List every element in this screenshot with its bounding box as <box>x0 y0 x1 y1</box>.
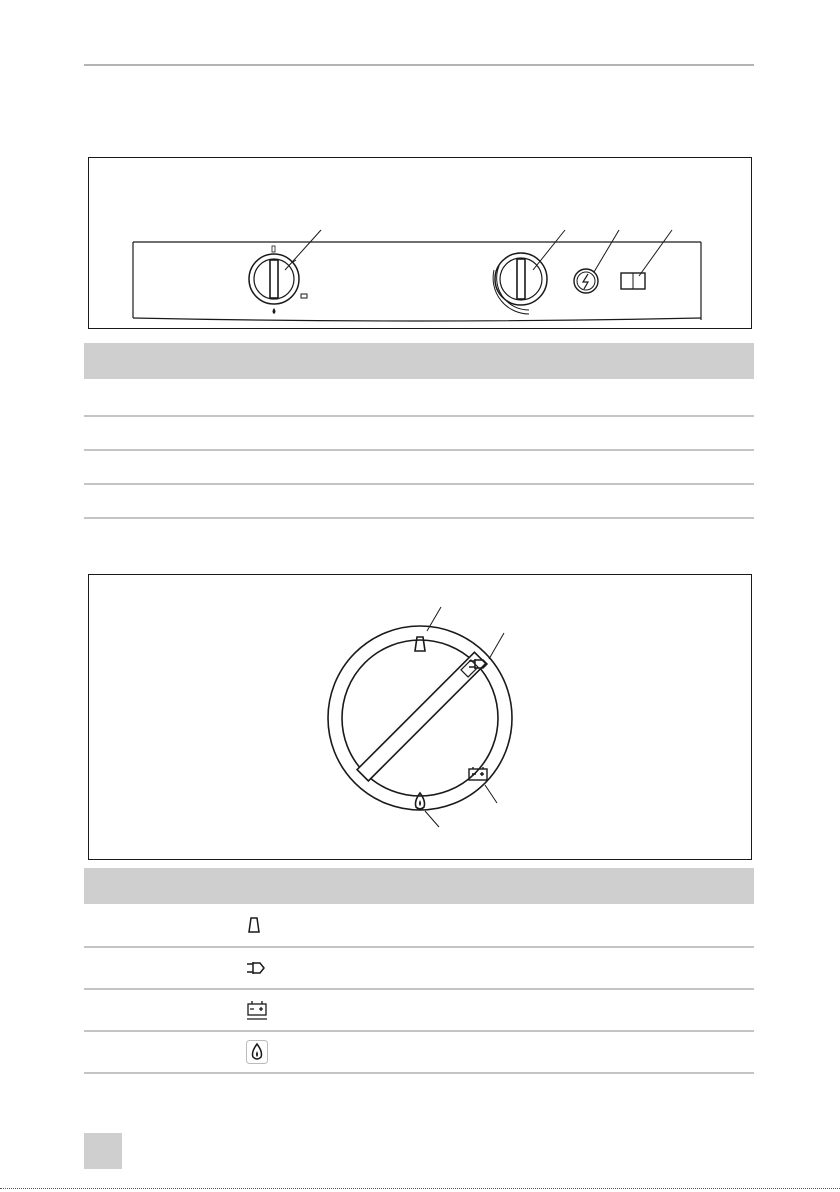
page-header-rule <box>84 64 754 66</box>
table-row <box>84 485 754 519</box>
control-panel-drawing <box>89 158 753 330</box>
table-row <box>84 1032 754 1074</box>
energy-selector-drawing <box>89 575 753 861</box>
selector-knob-bar <box>357 652 486 781</box>
battery-icon <box>246 1000 268 1020</box>
table-row <box>84 417 754 451</box>
flame-icon <box>273 308 276 314</box>
table-row <box>84 904 754 948</box>
control-panel-figure <box>88 157 752 329</box>
gas-flame-icon <box>246 1040 268 1064</box>
off-icon <box>415 637 425 651</box>
legend-table-1 <box>84 343 754 519</box>
indicator-window <box>621 273 645 289</box>
table-row <box>84 990 754 1032</box>
mains-plug-icon <box>246 961 266 975</box>
table-header <box>84 343 754 379</box>
battery-icon <box>301 294 307 298</box>
table-row <box>84 379 754 417</box>
off-icon <box>246 916 262 934</box>
thermostat-knob <box>249 246 299 304</box>
ignition-button-icon <box>574 269 598 293</box>
callout-lines <box>285 230 672 276</box>
table-row <box>84 948 754 990</box>
energy-selector-figure <box>88 574 752 860</box>
table-header <box>84 868 754 904</box>
battery-icon <box>469 767 487 780</box>
legend-table-2 <box>84 868 754 1074</box>
page-footer-edge <box>0 1188 840 1189</box>
page-number-box <box>84 1133 122 1169</box>
table-row <box>84 451 754 485</box>
